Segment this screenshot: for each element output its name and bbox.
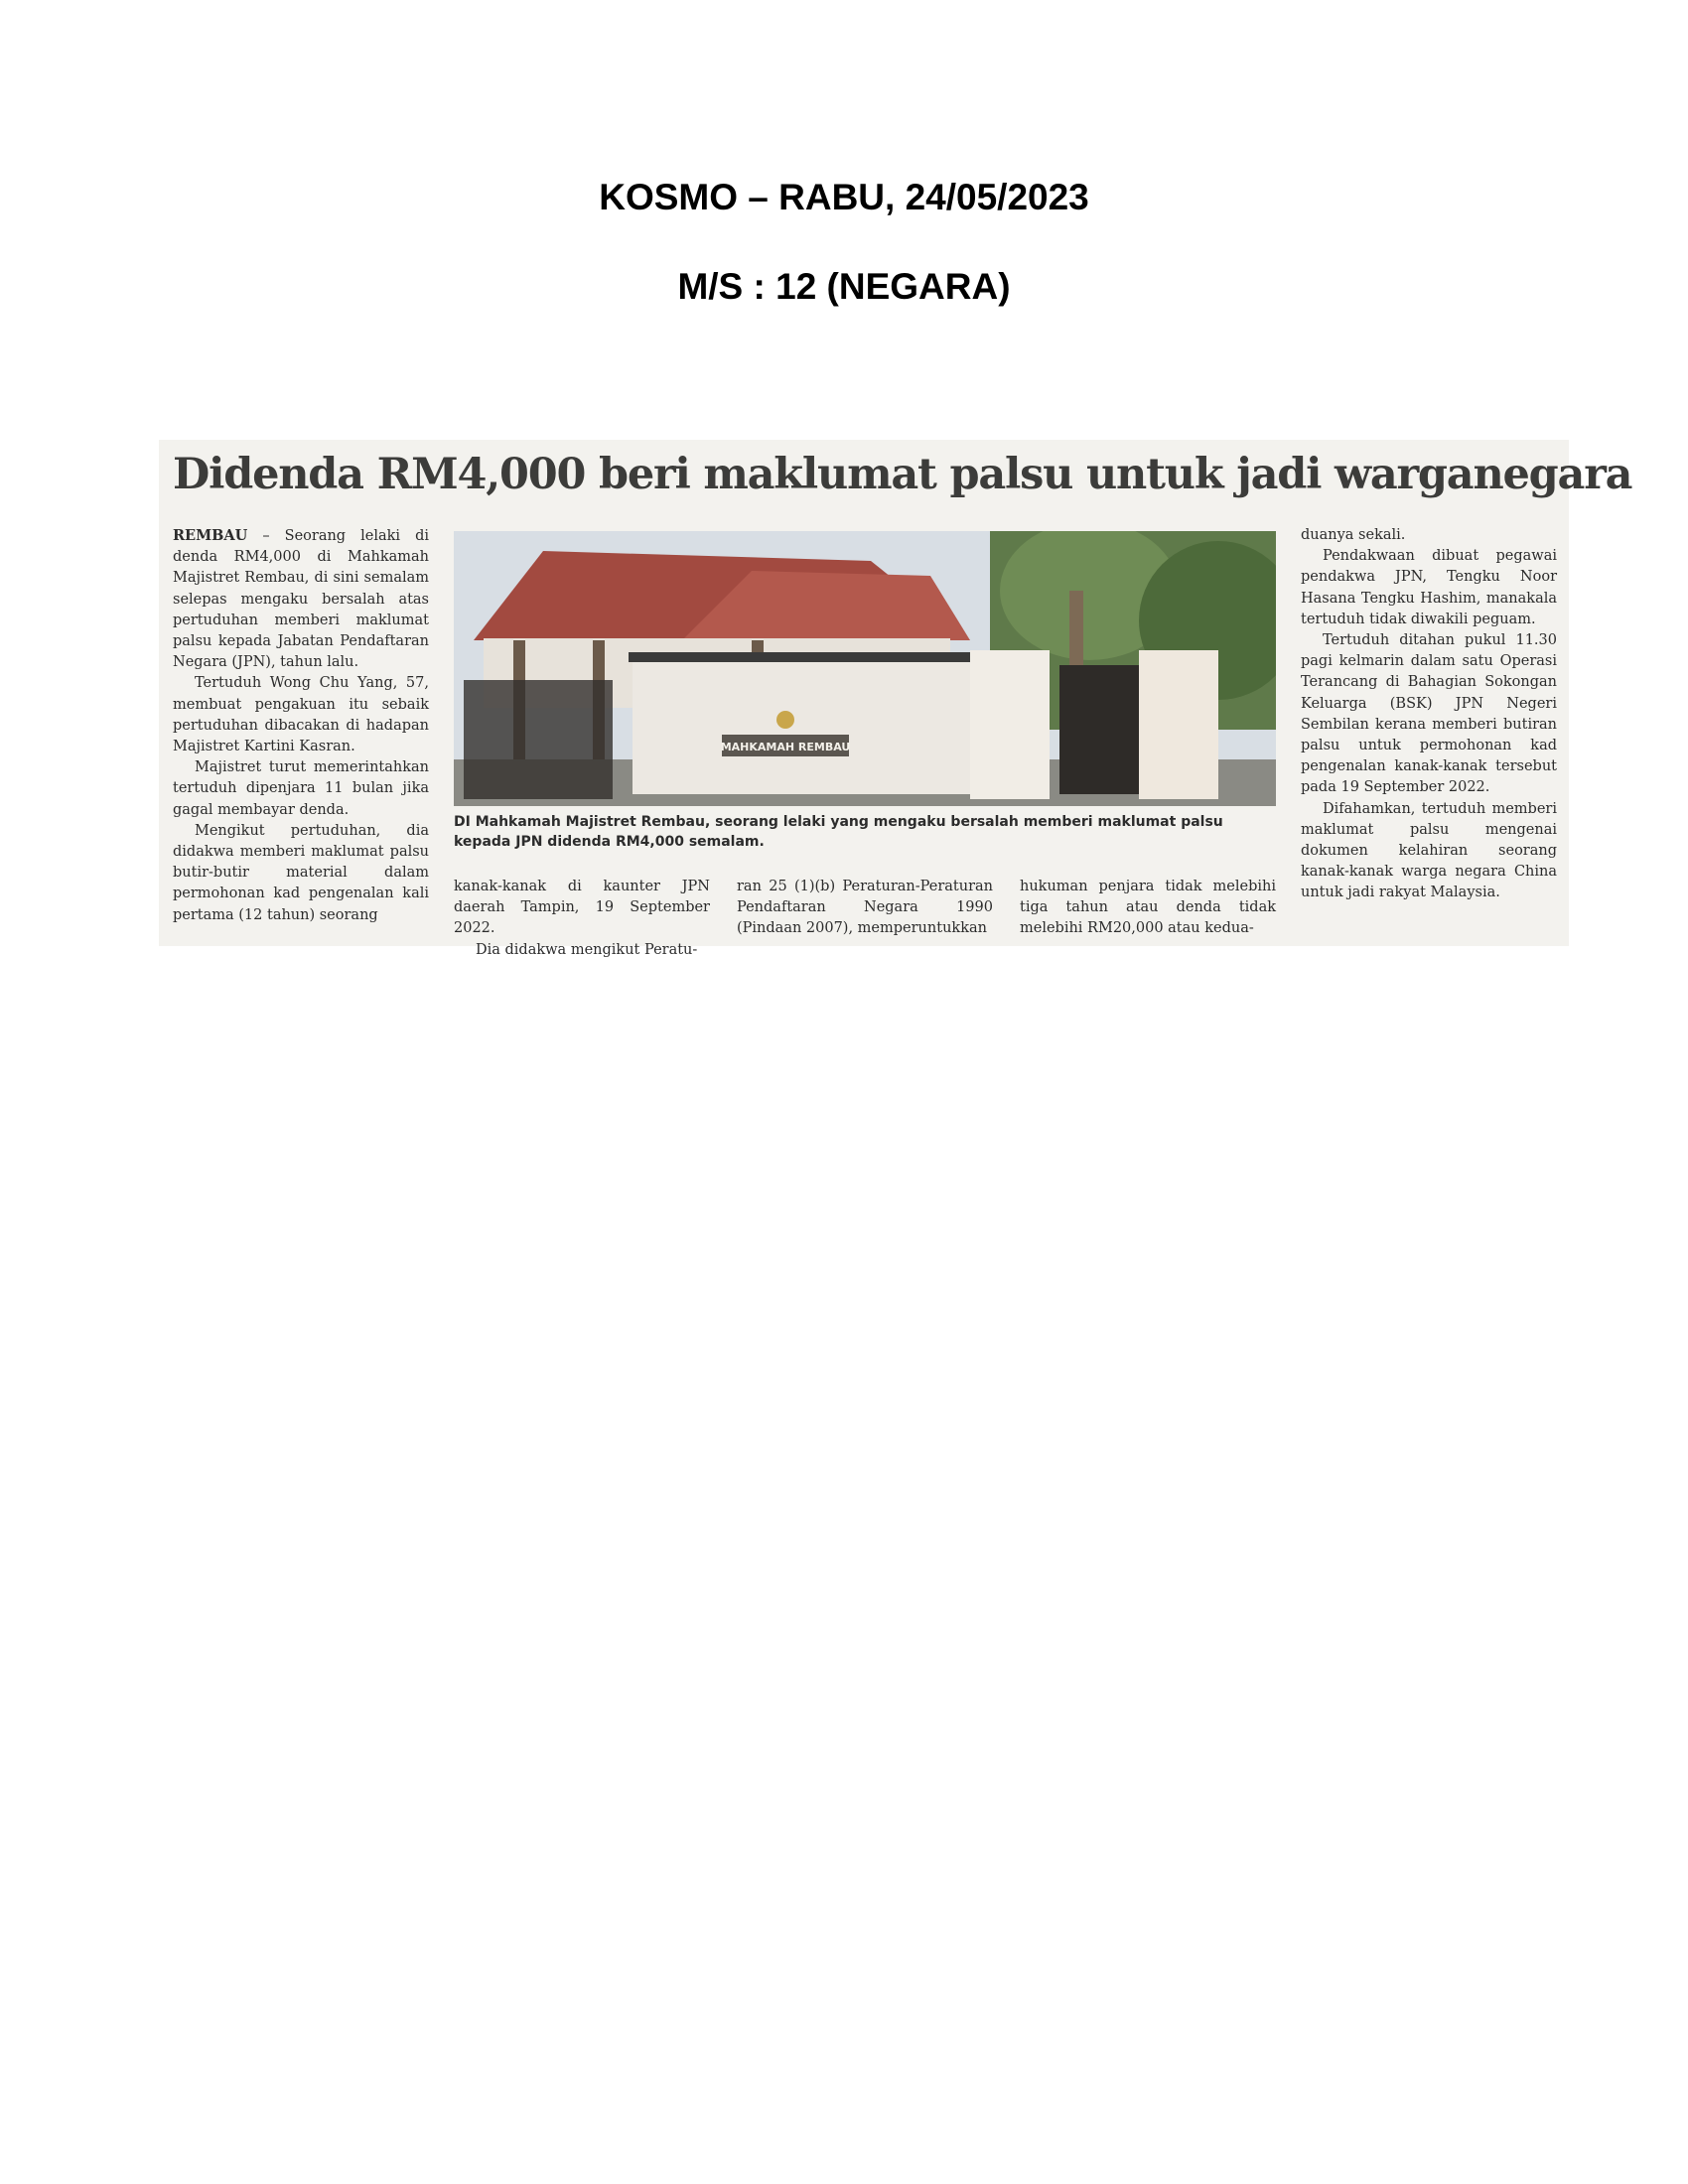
newspaper-clipping [159,440,1632,958]
court-sign-text: MAHKAMAH REMBAU [720,741,851,753]
article-headline: Didenda RM4,000 beri maklumat palsu untuk jadi warganegara [173,450,1632,499]
article-column-5 [1301,525,1557,904]
article-paragraph: Difahamkan, tertuduh memberi maklumat palsu mengenai dokumen kelahiran seorang kanak-kanak warga negara China untuk jadi rakyat Malaysia. [1301,800,1557,901]
article-paragraph: – Seorang lelaki di denda RM4,000 di Mahkamah Majistret Rembau, di sini semalam selepas mengaku bersalah atas pertuduhan memberi maklumat palsu kepada Jabatan Pendaftaran Negara (JPN), tahun lalu. [173,528,429,671]
court-building-photo [454,531,1276,806]
article-column-2 [454,877,710,961]
article-dateline: REMBAU [173,527,248,544]
article-paragraph: hukuman penjara tidak melebihi tiga tahun atau denda tidak melebihi RM20,000 atau kedua- [1020,879,1276,937]
article-paragraph: Tertuduh Wong Chu Yang, 57, membuat pengakuan itu sebaik pertuduhan dibacakan di hadapan Majistret Kartini Kasran. [173,675,429,755]
article-paragraph: Pendakwaan dibuat pegawai pendakwa JPN, Tengku Noor Hasana Tengku Hashim, manakala tertuduh tidak diwakili peguam. [1301,548,1557,627]
article-paragraph: ran 25 (1)(b) Peraturan-Peraturan Pendaftaran Negara 1990 (Pindaan 2007), memperuntukkan [737,879,993,937]
article-paragraph: Dia didakwa mengikut Peratu- [476,941,698,958]
article-column-3 [737,877,993,940]
article-paragraph: Mengikut pertuduhan, dia didakwa memberi maklumat palsu butir-butir material dalam permohonan kad pengenalan kali pertama (12 tahun) seorang [173,822,429,923]
article-paragraph: Majistret turut memerintahkan tertuduh dipenjara 11 bulan jika gagal membayar denda. [173,759,429,818]
article-photo [454,531,1276,806]
article-paragraph: kanak-kanak di kaunter JPN daerah Tampin, 19 September 2022. [454,879,710,937]
article-paragraph: Tertuduh ditahan pukul 11.30 pagi kelmarin dalam satu Operasi Terancang di Bahagian Sokongan Keluarga (BSK) JPN Negeri Sembilan kerana memberi butiran palsu untuk permohonan kad pengenalan kanak-kanak tersebut pada 19 September 2022. [1301,632,1557,796]
clipping-source-header: KOSMO – RABU, 24/05/2023 [599,177,1089,217]
photo-caption: DI Mahkamah Majistret Rembau, seorang lelaki yang mengaku bersalah memberi maklumat palsu kepada JPN didenda RM4,000 semalam. [454,814,1223,850]
article-column-1 [173,525,429,926]
clipping-page-header: M/S : 12 (NEGARA) [677,266,1011,307]
article-paragraph: duanya sekali. [1301,527,1406,543]
article-column-4 [1020,877,1276,940]
